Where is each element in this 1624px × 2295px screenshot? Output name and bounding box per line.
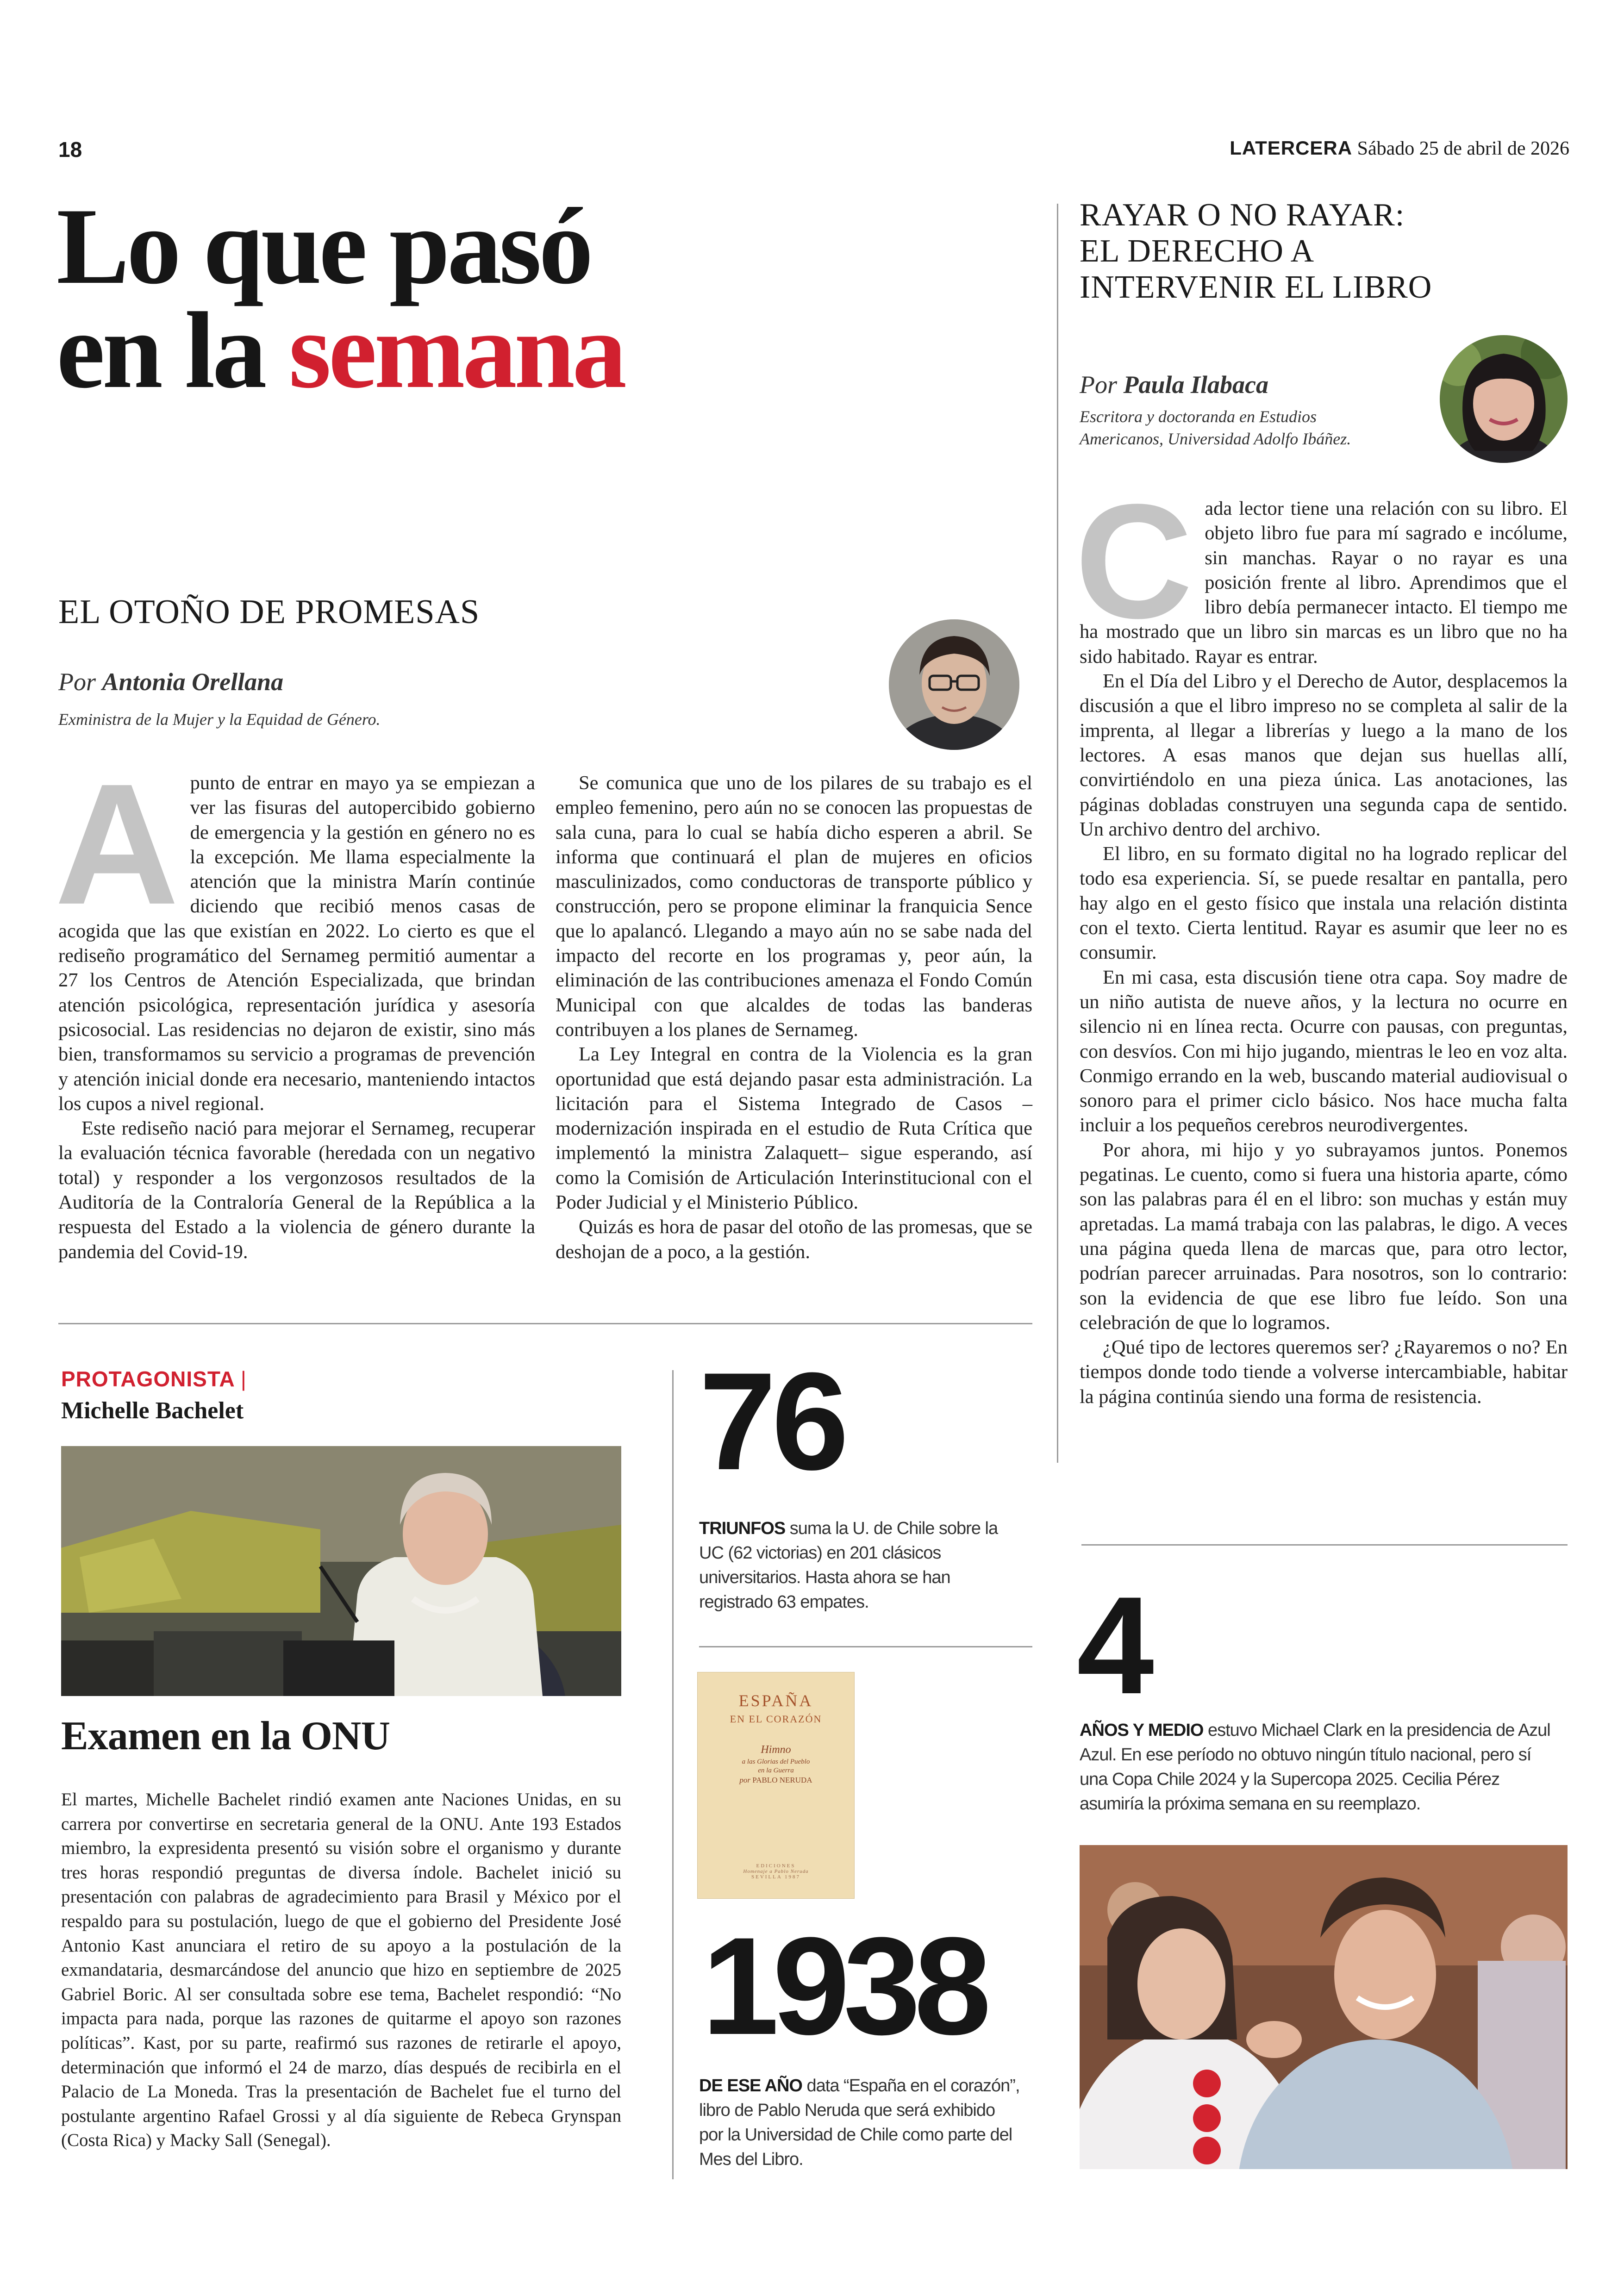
stat-text-1938 [699, 2074, 1023, 2172]
protagonista-body [61, 1788, 621, 2153]
author-avatar-left [889, 619, 1019, 750]
byline-left [58, 667, 283, 696]
stat-desc: data “España en el corazón”, libro de Pablo Neruda que será exhibido por la Universidad de Chile como parte del Mes del Libro. [699, 2076, 1020, 2169]
paragraph: En mi casa, esta discusión tiene otra capa. Soy madre de un niño autista de nueve años, y la lectura no ocurre en silencio ni en línea recta. Ocurre con pausas, con preguntas, con desvíos. Con mi hijo jugando, mientras le leo en voz alta. Conmigo errando en la web, buscando material audiovisual o sonoro para el primer ciclo básico. Nos hace mucha falta incluir a los pequeños cerebros neurodivergentes. [1080, 966, 1568, 1136]
kicker-line: EL DERECHO A [1080, 233, 1315, 269]
paragraph: El libro, en su formato digital no ha logrado replicar del todo esa experiencia. Sí, se puede resaltar en pantalla, pero hay algo en el gesto físico que instala una relación distinta con el texto. Cierta lentitud. Rayar es asumir que leer no es consumir. [1080, 843, 1568, 964]
protagonista-headline: Examen en la ONU [61, 1714, 390, 1759]
protagonista-label-text: PROTAGONISTA [61, 1367, 235, 1391]
section-divider [58, 1323, 1032, 1324]
paragraph: ¿Qué tipo de lectores queremos ser? ¿Rayaremos o no? En tiempos donde todo tiende a volverse intercambiable, habitar la página continúa siendo una forma de resistencia. [1080, 1336, 1568, 1408]
kicker-line: INTERVENIR EL LIBRO [1080, 269, 1432, 305]
book-footer [698, 1863, 854, 1880]
book-subtitle: EN EL CORAZÓN [730, 1713, 822, 1725]
section-title [56, 186, 625, 411]
byline-right [1080, 370, 1268, 399]
publication-date: Sábado 25 de abril de 2026 [1357, 138, 1569, 159]
stat-lead: TRIUNFOS [699, 1519, 786, 1538]
article-left-col1 [55, 748, 535, 1264]
paragraph: Por ahora, mi hijo y yo subrayamos juntos. Ponemos pegatinas. Le cuento, como si fuera una historia aparte, cómo son las palabras para él en el libro: son muchas y están muy apretadas. La mamá trabaja con las palabras, le digo. A veces una página queda llena de marcas que, para otro lector, podrían parecer arruinadas. Para nosotros, son lo contrario: son la evidencia de que ese libro fue leído. Son una celebración de que lo logramos. [1080, 1139, 1568, 1334]
paragraph: ada lector tiene una relación con su libro. El objeto libro fue para mí sagrado e incólume, sin manchas. Rayar o no rayar es una posición frente al libro. Aprendimos que el libro debía permanecer intacto. El tiempo me ha mostrado que un libro sin marcas es un libro que no ha sido habitado. Rayar es entrar. [1080, 498, 1568, 667]
stat-lead: AÑOS Y MEDIO [1080, 1721, 1204, 1740]
book-footer-line: SEVILLA 1987 [751, 1874, 800, 1880]
protagonista-name: Michelle Bachelet [61, 1397, 244, 1424]
column-divider [1057, 204, 1058, 1463]
stat-text-4 [1080, 1718, 1561, 1816]
book-author: PABLO NERUDA [752, 1776, 812, 1784]
bachelet-photo [61, 1446, 621, 1696]
section-title-accent: semana [288, 290, 625, 411]
section-title-line2-prefix: en la [56, 290, 289, 411]
author-name: Paula Ilabaca [1123, 371, 1269, 399]
byline-prefix: Por [58, 668, 102, 696]
book-line: en la Guerra [758, 1767, 794, 1774]
stat-number-4: 4 [1077, 1567, 1149, 1723]
book-author-line [698, 1776, 854, 1785]
book-cover-image [697, 1672, 855, 1899]
label-separator: | [240, 1367, 247, 1391]
book-line: a las Glorias del Pueblo [742, 1758, 810, 1765]
book-line: Himno [761, 1744, 791, 1756]
stat-number-76: 76 [699, 1343, 844, 1499]
stat-number-1938: 1938 [702, 1908, 985, 2064]
paragraph: La Ley Integral en contra de la Violencia es la gran oportunidad que está dejando pasar esta administración. La licitación para el Sistema Integrado de Casos –modernización inspirada en el estudio de Ruta Crítica que implementó la ministra Zalaquett– sigue esperando, así como la Comisión de Articulación Interinstitucional con el Poder Judicial y el Ministerio Público. [556, 1043, 1032, 1214]
stats-divider [672, 1370, 674, 2179]
author-avatar-right [1440, 335, 1568, 463]
paragraph: En el Día del Libro y el Derecho de Autor, desplacemos la discusión a que el libro impreso no se completa al salir de la imprenta, al llegar a librerías y luego a la mano de los lectores. A esas manos que dejan sus huellas allí, convirtiéndolo en una pieza única. Las anotaciones, las páginas dobladas construyen una segunda capa de sentido. Un archivo dentro del archivo. [1080, 670, 1568, 840]
stat-lead: DE ESE AÑO [699, 2076, 802, 2095]
clark-photo [1080, 1845, 1568, 2169]
bio-line: Escritora y doctoranda en Estudios [1080, 407, 1317, 426]
brand-logo: LATERCERA [1230, 137, 1353, 159]
masthead [1230, 137, 1569, 160]
book-footer-line: EDICIONES [756, 1863, 796, 1869]
author-bio-right [1080, 405, 1351, 450]
stat-text-76 [699, 1516, 1023, 1615]
paragraph: Quizás es hora de pasar del otoño de las promesas, que se deshojan de a poco, a la gestión. [556, 1216, 1032, 1263]
page-number: 18 [58, 137, 82, 162]
kicker-line: RAYAR O NO RAYAR: [1080, 197, 1405, 233]
dropcap-c: C [1075, 470, 1193, 652]
book-footer-line: Homenaje a Pablo Neruda [743, 1869, 809, 1874]
article-left-col2 [556, 771, 1032, 1264]
paragraph: Este rediseño nació para mejorar el Sernameg, recuperar la evaluación técnica favorable (heredada con un negativo total) y responder a los vergonzosos resultados de la Auditoría de la Contraloría General de la República a la respuesta del Estado a la violencia de género durante la pandemia del Covid-19. [58, 1117, 535, 1263]
author-name: Antonia Orellana [102, 668, 284, 696]
paragraph: El martes, Michelle Bachelet rindió examen ante Naciones Unidas, en su carrera por convertirse en secretaria general de la ONU. Ante 193 Estados miembro, la expresidenta presentó su visión sobre el organismo y durante tres horas respondió preguntas de diversa índole. Bachelet inició su presentación con palabras de agradecimiento para Brasil y México por el respaldo para su postulación, luego de que el gobierno del Presidente José Antonio Kast anunciara el retiro de su apoyo a la postulación de la exmandataria, desmarcándose del anuncio que hizo en septiembre de 2025 Gabriel Boric. Al ser consultada sobre ese tema, Bachelet respondió: “No impacta para nada, porque las razones de quitarme el apoyo son razones políticas”. Kast, por su parte, reafirmó sus razones de retirarle el apoyo, determinación que informó el 24 de marzo, días después de recibirla en el Palacio de La Moneda. Tras la presentación de Bachelet fue el turno del postulante argentino Rafael Grossi y al día siguiente de Rebeca Grynspan (Costa Rica) y Macky Sall (Senegal). [61, 1790, 621, 2151]
opinion-kicker-right [1080, 197, 1432, 306]
paragraph: punto de entrar en mayo ya se empiezan a ver las fisuras del autopercibido gobierno de emergencia y la gestión en género no es la excepción. Me llama especialmente la atención que la ministra Marín continúe diciendo que recibió menos casas de acogida que las que existían en 2022. Lo cierto es que el rediseño programático del Sernameg permitió aumentar a 27 los Centros de Atención Especializada, que brindan atención psicológica, representación jurídica y asesoría psicosocial. Las residencias no dejaron de existir, sino más bien, transformamos su servicio a programas de prevención y atención inicial donde era necesario, manteniendo intactos los cupos a nivel regional. [58, 772, 535, 1115]
section-title-line1: Lo que pasó [56, 186, 591, 307]
right-divider [1081, 1544, 1568, 1546]
stat-divider [699, 1646, 1032, 1647]
stat-desc: estuvo Michael Clark en la presidencia de Azul Azul. En ese período no obtuvo ningún título nacional, pero sí una Copa Chile 2024 y la Supercopa 2025. Cecilia Pérez asumiría la próxima semana en su reemplazo. [1080, 1721, 1550, 1814]
opinion-kicker-left: EL OTOÑO DE PROMESAS [58, 593, 480, 631]
dropcap-a: A [55, 748, 179, 940]
byline-prefix: Por [1080, 371, 1124, 399]
book-title: ESPAÑA [738, 1691, 813, 1710]
bio-line: Americanos, Universidad Adolfo Ibáñez. [1080, 430, 1351, 448]
paragraph: Se comunica que uno de los pilares de su trabajo es el empleo femenino, pero aún no se conocen las propuestas de sala cuna, para lo cual se había dicho esperen a abril. Se informa que continuará el plan de mujeres en oficios masculinizados, como conductoras de transporte público y construcción, pero se propone eliminar la franquicia Sence que lo apalancó. Llegando a mayo aún no se sabe nada del impacto del recorte en los programas y, peor aún, la eliminación de las contribuciones amenaza el Fondo Común Municipal con que alcaldes de todas las banderas contribuyen a los planes de Sernameg. [556, 772, 1032, 1041]
article-right [1075, 470, 1568, 1409]
book-author-prefix: por [739, 1776, 751, 1784]
author-bio: Exministra de la Mujer y la Equidad de Género. [58, 710, 381, 729]
stat-desc: suma la U. de Chile sobre la UC (62 victorias) en 201 clásicos universitarios. Hasta ahora se han registrado 63 empates. [699, 1519, 998, 1612]
protagonista-label [61, 1366, 247, 1391]
